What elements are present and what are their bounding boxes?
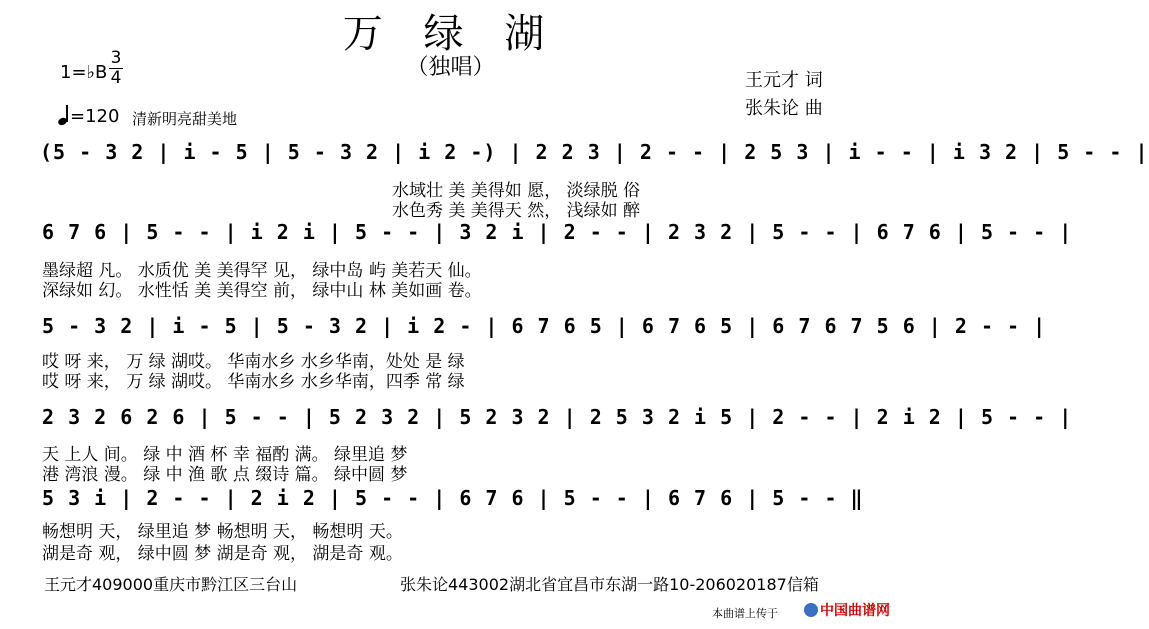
globe-icon — [804, 603, 818, 617]
expression-mark: 清新明亮甜美地 — [132, 110, 238, 128]
music-line-4: 2 3 2 6 2 6 | 5 - - | 5 2 3 2 | 5 2 3 2 | 2 5 3 2 i 5 | 2 - - | 2 i 2 | 5 - - | — [42, 405, 1073, 429]
lyricist-credit: 王元才 词 — [745, 70, 823, 91]
music-line-1: (5 - 3 2 | i - 5 | 5 - 3 2 | i 2 -) | 2 2 3 | 2 - - | 2 5 3 | i - - | i 3 2 | 5 - - | — [40, 140, 1149, 164]
song-title: 万 绿 湖 — [342, 11, 559, 57]
upload-note: 本曲谱上传于 — [712, 607, 778, 620]
lyrics-line-5-verse-2: 湖是奇 观， 绿中圆 梦 湖是奇 观， 湖是奇 观。 — [42, 544, 403, 564]
time-signature — [109, 50, 123, 87]
tempo-mark — [58, 105, 119, 127]
lyrics-line-2-verse-2: 深绿如 幻。 水性恬 美 美得空 前， 绿中山 林 美如画 卷。 — [42, 281, 482, 301]
site-logo[interactable] — [804, 600, 890, 620]
site-name: 中国曲谱网 — [820, 603, 890, 619]
lyrics-line-2-verse-1: 墨绿超 凡。 水质优 美 美得罕 见， 绿中岛 屿 美若天 仙。 — [42, 261, 482, 281]
key-signature: 1=♭B — [60, 62, 108, 83]
song-subtitle: （独唱） — [406, 55, 495, 80]
meter-top: 3 — [110, 48, 122, 68]
lyricist-address: 王元才409000重庆市黔江区三台山 — [44, 575, 298, 594]
lyrics-line-4-verse-1: 天 上人 间。 绿 中 酒 杯 幸 福酌 满。 绿里追 梦 — [42, 445, 408, 465]
music-line-2: 6 7 6 | 5 - - | i 2 i | 5 - - | 3 2 i | 2 - - | 2 3 2 | 5 - - | 6 7 6 | 5 - - | — [42, 220, 1073, 244]
tempo-value: =120 — [70, 106, 120, 127]
music-line-5: 5 3 i | 2 - - | 2 i 2 | 5 - - | 6 7 6 | 5 - - | 6 7 6 | 5 - - ‖ — [42, 486, 864, 510]
lyrics-line-3-verse-1: 哎 呀 来， 万 绿 湖哎。 华南水乡 水乡华南，处处 是 绿 — [42, 352, 465, 372]
lyrics-line-4-verse-2: 港 湾浪 漫。 绿 中 渔 歌 点 缀诗 篇。 绿中圆 梦 — [42, 465, 408, 485]
lyrics-line-5-verse-1: 畅想明 天， 绿里追 梦 畅想明 天， 畅想明 天。 — [42, 522, 403, 542]
composer-credit: 张朱论 曲 — [745, 98, 823, 119]
lyrics-line-1-verse-2: 水色秀 美 美得天 然， 浅绿如 醉 — [392, 201, 641, 221]
lyrics-line-1-verse-1: 水域壮 美 美得如 愿， 淡绿脱 俗 — [392, 181, 641, 201]
music-line-3: 5 - 3 2 | i - 5 | 5 - 3 2 | i 2 - | 6 7 6 5 | 6 7 6 5 | 6 7 6 7 5 6 | 2 - - | — [42, 314, 1047, 338]
composer-address: 张朱论443002湖北省宜昌市东湖一路10-206020187信箱 — [400, 575, 819, 594]
quarter-note-icon — [58, 105, 70, 125]
meter-bottom: 4 — [110, 68, 122, 88]
lyrics-line-3-verse-2: 哎 呀 来， 万 绿 湖哎。 华南水乡 水乡华南，四季 常 绿 — [42, 372, 465, 392]
